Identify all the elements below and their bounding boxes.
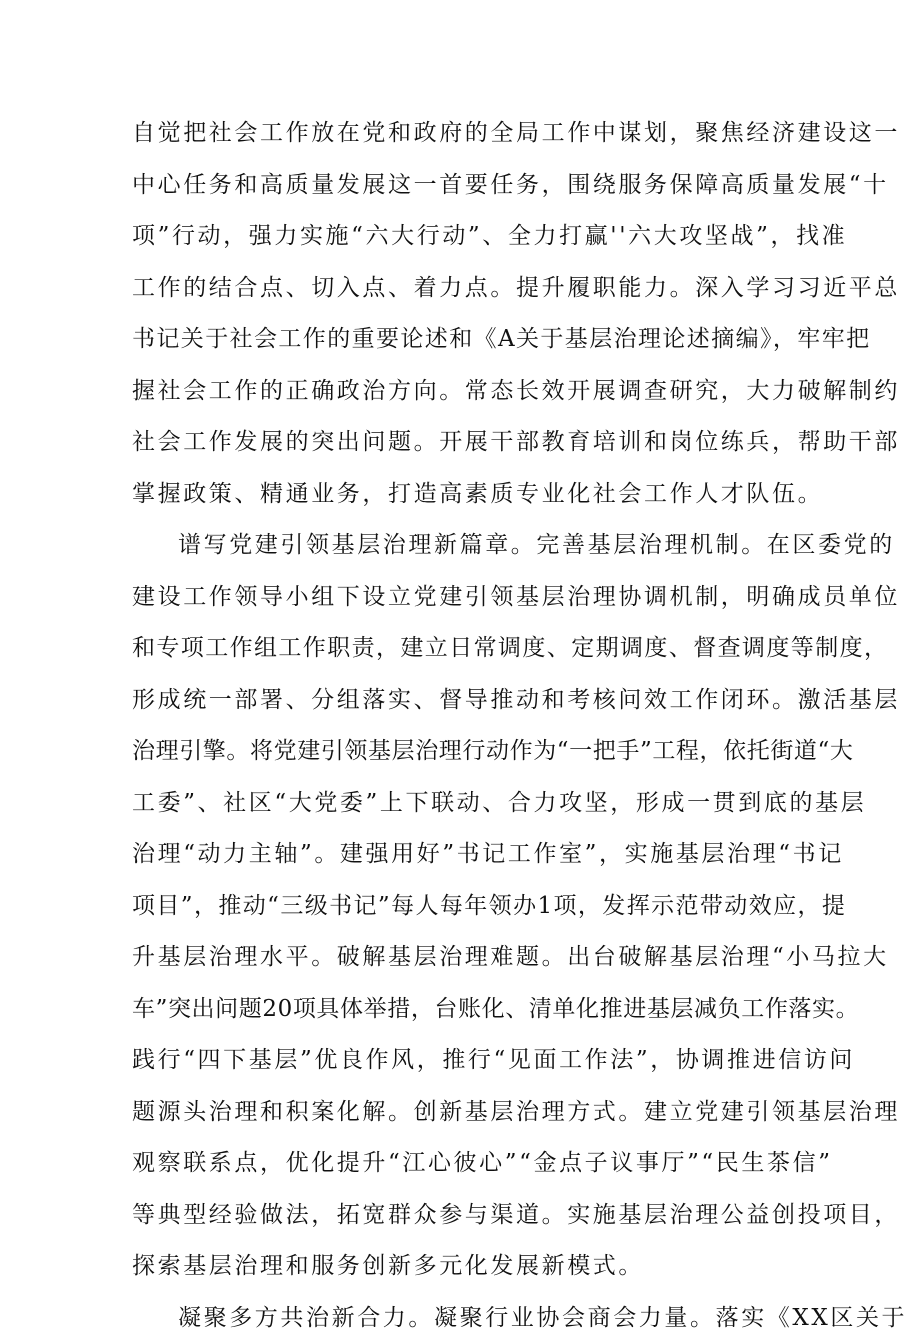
- text-line: 践行“四下基层”优良作风，推行“见面工作法”，协调推进信访问: [132, 1035, 800, 1087]
- text-line: 升基层治理水平。破解基层治理难题。出台破解基层治理“小马拉大: [132, 932, 800, 984]
- text-line: 握社会工作的正确政治方向。常态长效开展调查研究，大力破解制约: [132, 366, 800, 418]
- text-line: 形成统一部署、分组落实、督导推动和考核问效工作闭环。激活基层: [132, 675, 800, 727]
- text-line: 治理“动力主轴”。建强用好”书记工作室”，实施基层治理“书记: [132, 829, 800, 881]
- text-line: 等典型经验做法，拓宽群众参与渠道。实施基层治理公益创投项目，: [132, 1190, 800, 1242]
- text-line: 自觉把社会工作放在党和政府的全局工作中谋划，聚焦经济建设这一: [132, 108, 800, 160]
- paragraph-start-line: 谱写党建引领基层治理新篇章。完善基层治理机制。在区委党的: [132, 520, 800, 572]
- text-line: 题源头治理和积案化解。创新基层治理方式。建立党建引领基层治理: [132, 1087, 800, 1139]
- text-line: 和专项工作组工作职责，建立日常调度、定期调度、督查调度等制度，: [132, 623, 800, 675]
- text-line: 项”行动，强力实施“六大行动”、全力打赢''六大攻坚战”，找准: [132, 211, 800, 263]
- text-line: 治理引擎。将党建引领基层治理行动作为“一把手”工程，依托街道“大: [132, 726, 800, 778]
- text-line: 车”突出问题20项具体举措，台账化、清单化推进基层减负工作落实。: [132, 984, 800, 1036]
- text-line: 掌握政策、精通业务，打造高素质专业化社会工作人才队伍。: [132, 469, 800, 521]
- text-line: 中心任务和高质量发展这一首要任务，围绕服务保障高质量发展“十: [132, 160, 800, 212]
- text-line: 项目”，推动“三级书记”每人每年领办1项，发挥示范带动效应，提: [132, 881, 800, 933]
- text-line: 探索基层治理和服务创新多元化发展新模式。: [132, 1241, 800, 1293]
- text-line: 建设工作领导小组下设立党建引领基层治理协调机制，明确成员单位: [132, 572, 800, 624]
- text-line: 观察联系点，优化提升“江心彼心”“金点子议事厅”“民生茶信”: [132, 1138, 800, 1190]
- text-line: 工作的结合点、切入点、着力点。提升履职能力。深入学习习近平总: [132, 263, 800, 315]
- text-line: 书记关于社会工作的重要论述和《A关于基层治理论述摘编》，牢牢把: [132, 314, 800, 366]
- paragraph-start-line: 凝聚多方共治新合力。凝聚行业协会商会力量。落实《XX区关于: [132, 1293, 800, 1344]
- text-line: 社会工作发展的突出问题。开展干部教育培训和岗位练兵，帮助干部: [132, 417, 800, 469]
- text-line: 工委”、社区“大党委”上下联动、合力攻坚，形成一贯到底的基层: [132, 778, 800, 830]
- body-text: [132, 108, 800, 1344]
